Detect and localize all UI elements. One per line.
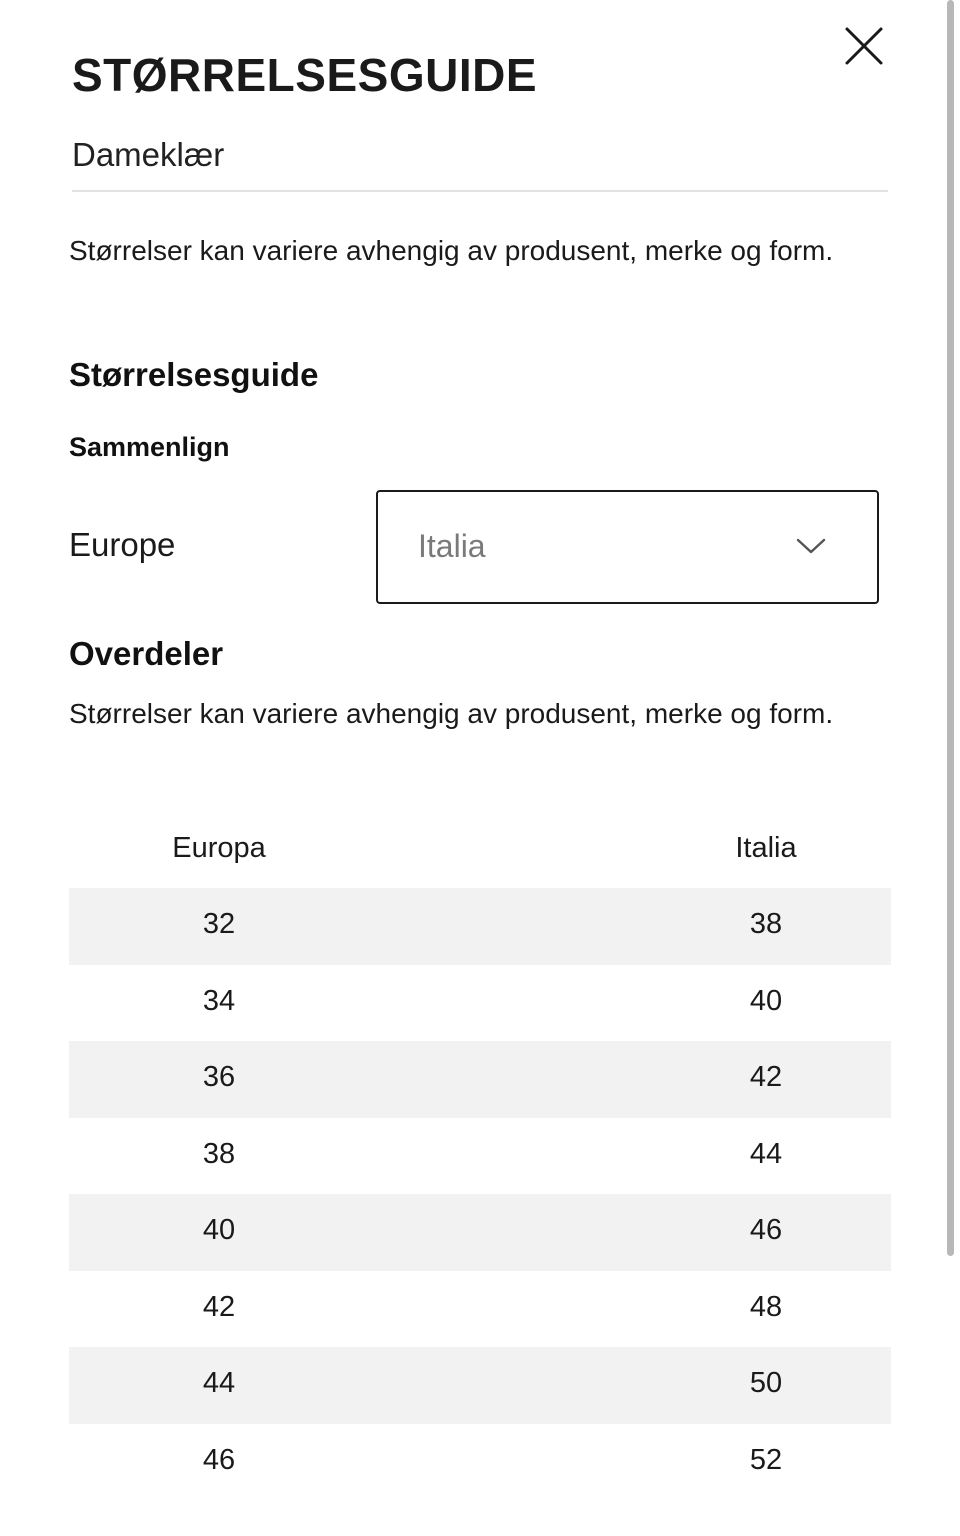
intro-disclaimer: Størrelser kan variere avhengig av produsent, merke og form. (69, 235, 834, 266)
table-cell: 32 (202, 908, 236, 940)
table-cell: 42 (202, 1290, 236, 1323)
table-cell: 42 (749, 1061, 783, 1093)
select-value: Italia (418, 528, 486, 564)
table-row (69, 1194, 891, 1271)
table-header (69, 820, 891, 888)
table-row (69, 1041, 891, 1118)
table-cell: 48 (749, 1290, 783, 1323)
size-table (69, 820, 891, 1500)
scrollbar[interactable] (947, 0, 954, 1256)
column-header-italia: Italia (735, 832, 797, 864)
page-title: STØRRELSESGUIDE (72, 49, 538, 101)
table-cell: 50 (749, 1367, 783, 1399)
table-row (69, 1347, 891, 1424)
divider (72, 190, 888, 192)
table-cell: 38 (202, 1137, 236, 1170)
close-icon (838, 20, 890, 72)
table-cell: 44 (202, 1367, 236, 1399)
compare-label: Sammenlign (69, 432, 230, 462)
region-label: Europe (69, 526, 176, 563)
chevron-down-icon (795, 536, 827, 556)
table-cell: 44 (749, 1137, 783, 1170)
category-label: Dameklær (72, 136, 225, 173)
table-row (69, 888, 891, 965)
table-cell: 34 (202, 984, 236, 1017)
table-cell: 52 (749, 1443, 783, 1476)
column-header-europa: Europa (172, 832, 266, 864)
table-cell: 40 (202, 1214, 236, 1246)
size-guide-heading: Størrelsesguide (69, 356, 319, 393)
tops-heading: Overdeler (69, 635, 224, 672)
table-cell: 38 (749, 908, 783, 940)
table-row (69, 1271, 891, 1348)
tops-disclaimer: Størrelser kan variere avhengig av produsent, merke og form. (69, 698, 834, 729)
table-cell: 36 (202, 1061, 236, 1093)
table-cell: 46 (749, 1214, 783, 1246)
table-row (69, 965, 891, 1042)
table-cell: 46 (202, 1443, 236, 1476)
compare-country-select[interactable] (376, 490, 879, 604)
close-button[interactable] (838, 20, 890, 72)
table-cell: 40 (749, 984, 783, 1017)
table-row (69, 1118, 891, 1195)
table-row (69, 1424, 891, 1501)
